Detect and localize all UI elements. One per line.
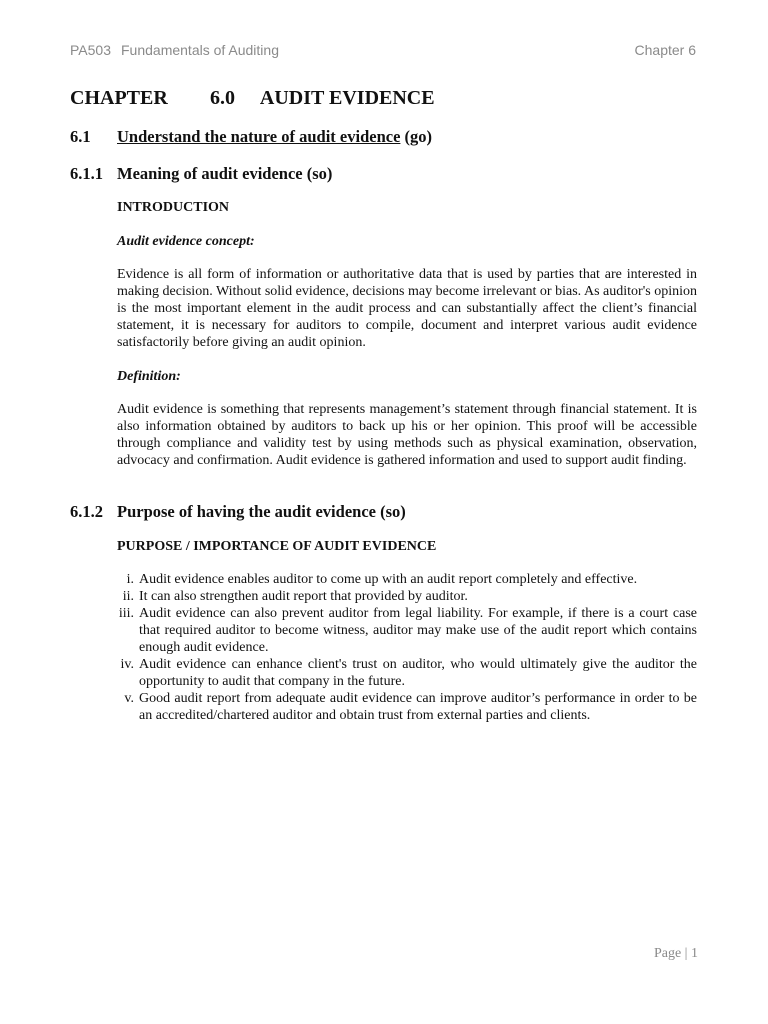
section-title: Purpose of having the audit evidence (so) <box>117 502 406 521</box>
concept-heading: Audit evidence concept: <box>117 234 255 249</box>
running-header-left <box>70 42 279 58</box>
list-numeral: iv. <box>120 657 134 672</box>
chapter-number: 6.0 <box>210 87 235 109</box>
course-title: Fundamentals of Auditing <box>121 42 279 58</box>
list-item-text: Audit evidence enables auditor to come up with an audit report completely and effective. <box>139 572 638 587</box>
section-suffix: (go) <box>404 127 433 146</box>
list-item-text: It can also strengthen audit report that provided by auditor. <box>139 589 468 604</box>
list-numeral: v. <box>124 691 134 706</box>
list-item <box>70 588 697 605</box>
chapter-title <box>70 87 435 110</box>
running-header-chapter: Chapter 6 <box>634 42 696 58</box>
section-6-1-1-heading <box>70 164 332 184</box>
chapter-word: CHAPTER <box>70 87 168 109</box>
section-title: Understand the nature of audit evidence <box>117 127 401 146</box>
chapter-name: AUDIT EVIDENCE <box>259 87 435 109</box>
definition-paragraph: Audit evidence is something that represents management’s statement through financial statement. It is also information obtained by auditors to back up his or her opinion. This proof will be accessible through compliance and validity test by using methods such as physical examination, observation, advocacy and confirmation. Audit evidence is gathered information and used to support audit finding. <box>117 402 697 468</box>
list-numeral: iii. <box>118 606 134 621</box>
list-numeral: i. <box>126 572 134 587</box>
list-item-text: Audit evidence can enhance client's trust on auditor, who would ultimately give the auditor the opportunity to audit that company in the future. <box>139 657 697 689</box>
purpose-heading: PURPOSE / IMPORTANCE OF AUDIT EVIDENCE <box>117 539 437 554</box>
purpose-list <box>70 571 697 724</box>
section-number: 6.1.2 <box>70 502 103 521</box>
concept-paragraph: Evidence is all form of information or authoritative data that is used by parties that are interested in making decision. Without solid evidence, decisions may become irrelevant or bias. As auditor's opinion is the most important element in the audit process and can substantially affect the client’s financial statement, it is necessary for auditors to compile, document and interpret various audit evidence satisfactorily before giving an audit opinion. <box>117 267 697 350</box>
section-number: 6.1.1 <box>70 164 103 183</box>
list-item <box>70 656 697 690</box>
list-item <box>70 605 697 656</box>
list-item <box>70 690 697 724</box>
course-code: PA503 <box>70 42 111 58</box>
definition-heading: Definition: <box>117 369 181 384</box>
section-number: 6.1 <box>70 127 91 146</box>
page-number: Page | 1 <box>653 946 698 961</box>
introduction-heading: INTRODUCTION <box>117 200 230 215</box>
section-title: Meaning of audit evidence (so) <box>117 164 333 183</box>
list-item-text: Audit evidence can also prevent auditor from legal liability. For example, if there is a court case that required auditor to become witness, auditor may make use of the audit report which contains enough audit evidence. <box>139 606 697 655</box>
section-6-1-heading <box>70 127 432 147</box>
list-numeral: ii. <box>122 589 134 604</box>
list-item-text: Good audit report from adequate audit evidence can improve auditor’s performance in order to be an accredited/chartered auditor and obtain trust from external parties and clients. <box>139 691 697 723</box>
section-6-1-2-heading <box>70 502 406 522</box>
list-item <box>70 571 697 588</box>
